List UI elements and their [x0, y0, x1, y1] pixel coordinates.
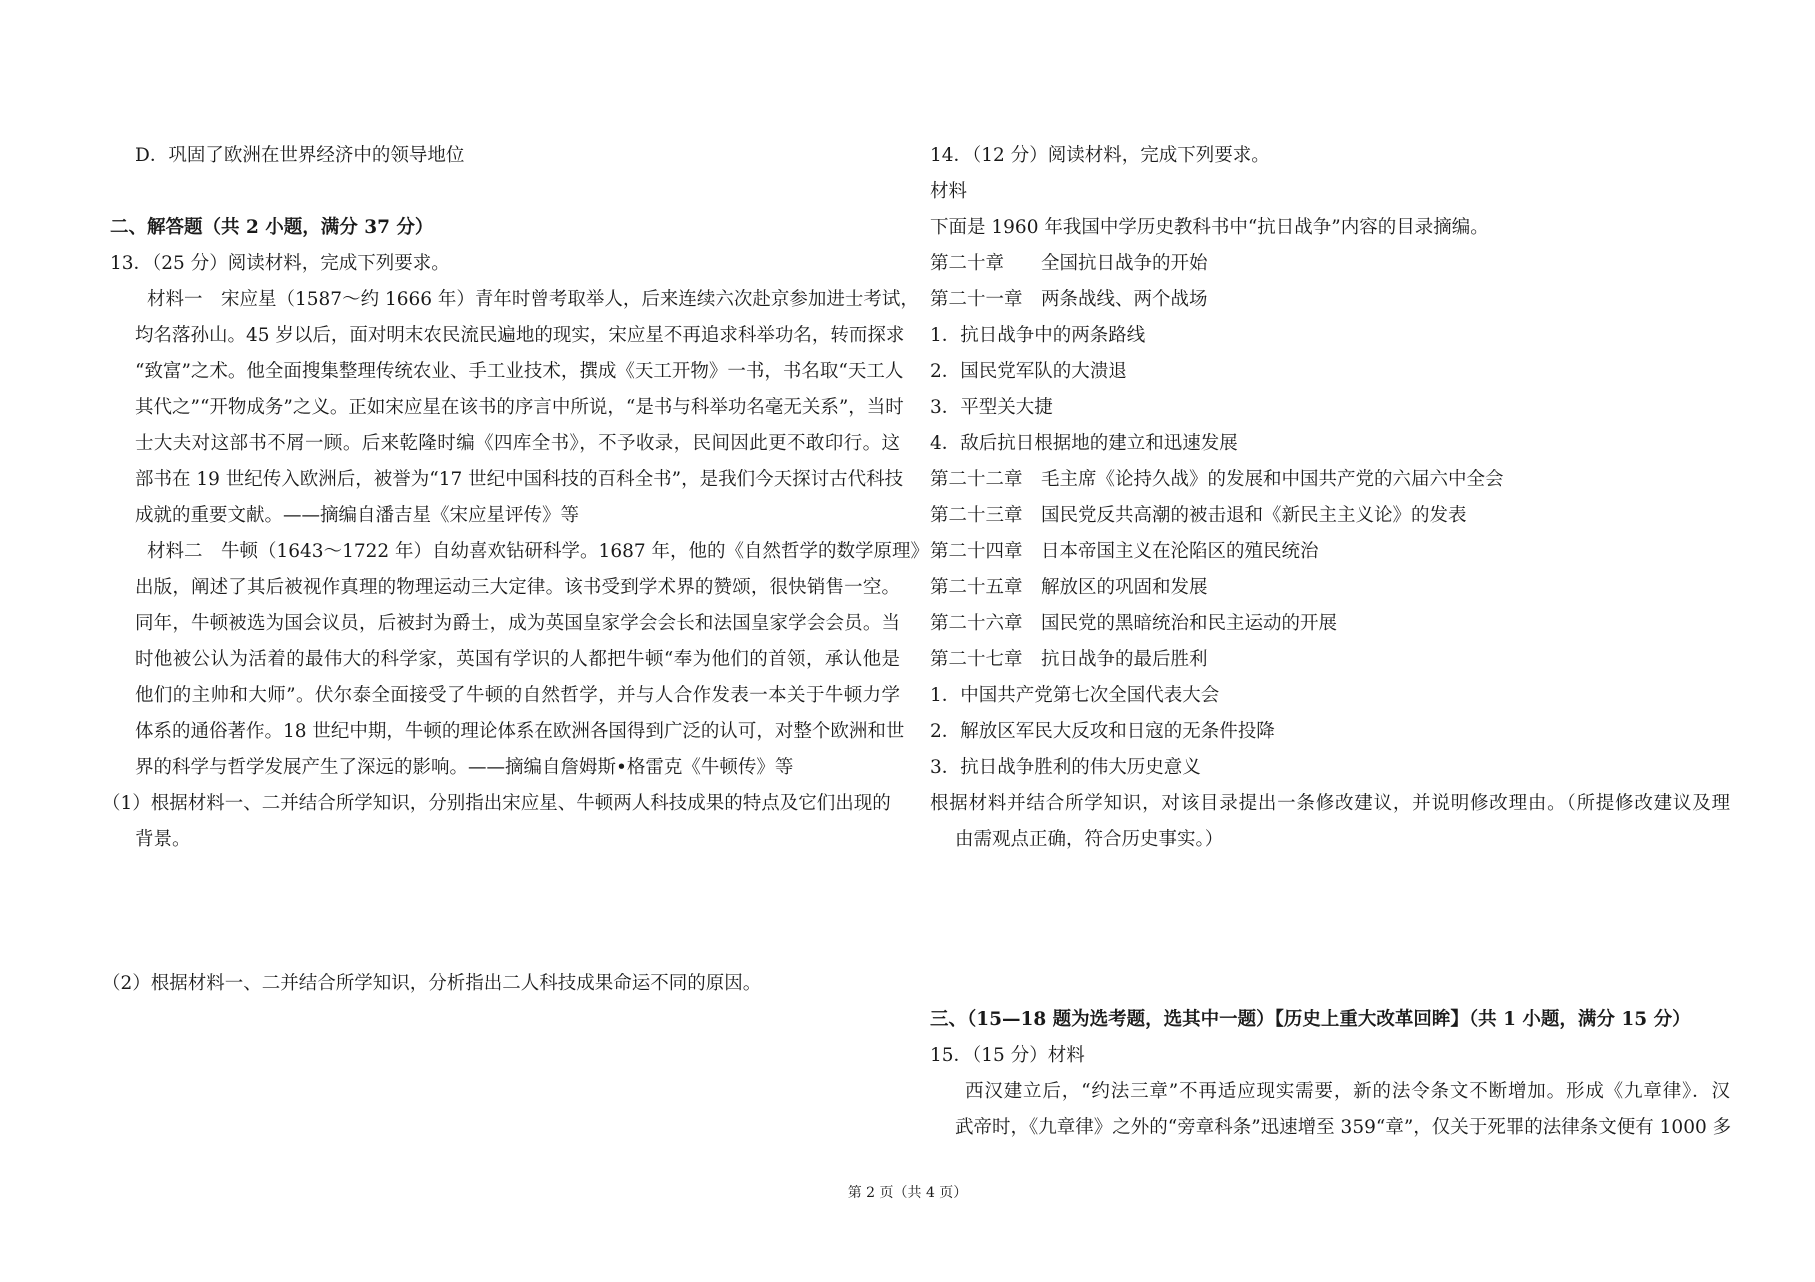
- toc-item: 第二十四章 日本帝国主义在沦陷区的殖民统治: [930, 541, 1319, 562]
- material1-line: “致富”之术。他全面搜集整理传统农业、手工业技术，撰成《天工开物》一书，书名取“天工人: [135, 361, 904, 382]
- toc-item: 2．解放区军民大反攻和日寇的无条件投降: [930, 721, 1275, 742]
- material2-block: [110, 534, 930, 786]
- q15-line: 武帝时，《九章律》之外的“旁章科条”迅速增至 359“章”，仅关于死罪的法律条文便有 1000 多: [955, 1117, 1732, 1138]
- material2-line: 界的科学与哲学发展产生了深远的影响。——摘编自詹姆斯•格雷克《牛顿传》等: [135, 757, 794, 778]
- option-d: D．巩固了欧洲在世界经济中的领导地位: [135, 145, 465, 166]
- toc-item: 第二十二章 毛主席《论持久战》的发展和中国共产党的六届六中全会: [930, 469, 1504, 490]
- q14-task-cont: 由需观点正确，符合历史事实。）: [955, 829, 1224, 850]
- material2-line: 体系的通俗著作。18 世纪中期，牛顿的理论体系在欧洲各国得到广泛的认可，对整个欧洲和世: [135, 721, 905, 742]
- q14-task: 根据材料并结合所学知识，对该目录提出一条修改建议，并说明修改理由。（所提修改建议及理: [930, 793, 1730, 814]
- material-label: 材料: [930, 181, 968, 202]
- toc-item: 第二十五章 解放区的巩固和发展: [930, 577, 1208, 598]
- toc-item: 3．平型关大捷: [930, 397, 1053, 418]
- material1-line: 成就的重要文献。——摘编自潘吉星《宋应星评传》等: [135, 505, 580, 526]
- material2-line: 材料二 牛顿（1643～1722 年）自幼喜欢钻研科学。1687 年，他的《自然哲学的数学原理》: [147, 541, 930, 562]
- toc-item: 第二十七章 抗日战争的最后胜利: [930, 649, 1208, 670]
- sub-question-1: （1）根据材料一、二并结合所学知识，分别指出宋应星、牛顿两人科技成果的特点及它们出现的: [102, 793, 891, 814]
- material1-line: 均名落孙山。45 岁以后，面对明末农民流民遍地的现实，宋应星不再追求科举功名，转而探求: [135, 325, 905, 346]
- section3-title: 三、（15—18 题为选考题，选其中一题）【历史上重大改革回眸】（共 1 小题，满分 15 分）: [930, 1009, 1691, 1030]
- q15-line: 西汉建立后，“约法三章”不再适应现实需要，新的法令条文不断增加。形成《九章律》．汉: [965, 1081, 1730, 1102]
- q14-intro: 下面是 1960 年我国中学历史教科书中“抗日战争”内容的目录摘编。: [930, 217, 1489, 238]
- sub-question-2: （2）根据材料一、二并结合所学知识，分析指出二人科技成果命运不同的原因。: [102, 973, 762, 994]
- material1-block: [110, 282, 919, 534]
- toc-item: 4．敌后抗日根据地的建立和迅速发展: [930, 433, 1238, 454]
- toc-list: [930, 246, 1730, 786]
- toc-item: 2．国民党军队的大溃退: [930, 361, 1127, 382]
- q14-header: 14．（12 分）阅读材料，完成下列要求。: [930, 145, 1270, 166]
- material1-line: 材料一 宋应星（1587～约 1666 年）青年时曾考取举人，后来连续六次赴京参加进士考试，: [147, 289, 919, 310]
- q15-header: 15．（15 分）材料: [930, 1045, 1085, 1066]
- material2-line: 出版，阐述了其后被视作真理的物理运动三大定律。该书受到学术界的赞颂，很快销售一空。: [135, 577, 900, 598]
- toc-item: 3．抗日战争胜利的伟大历史意义: [930, 757, 1201, 778]
- toc-item: 第二十章 全国抗日战争的开始: [930, 253, 1208, 274]
- material1-line: 部书在 19 世纪传入欧洲后，被誉为“17 世纪中国科技的百科全书”，是我们今天探讨古代科技: [135, 469, 904, 490]
- sub-question-1-cont: 背景。: [135, 829, 191, 850]
- material2-line: 同年，牛顿被选为国会议员，后被封为爵士，成为英国皇家学会会长和法国皇家学会会员。当: [135, 613, 900, 634]
- toc-item: 第二十六章 国民党的黑暗统治和民主运动的开展: [930, 613, 1338, 634]
- q13-header: 13．（25 分）阅读材料，完成下列要求。: [110, 253, 450, 274]
- section2-title: 二、解答题（共 2 小题，满分 37 分）: [110, 217, 434, 238]
- material1-line: 士大夫对这部书不屑一顾。后来乾隆时编《四库全书》，不予收录，民间因此更不敢印行。这: [135, 433, 900, 454]
- material2-line: 时他被公认为活着的最伟大的科学家，英国有学识的人都把牛顿“奉为他们的首领，承认他是: [135, 649, 900, 670]
- material1-line: 其代之”“开物成务”之义。正如宋应星在该书的序言中所说，“是书与科举功名毫无关系”，当时: [135, 397, 904, 418]
- left-column: [102, 138, 930, 1002]
- toc-item: 1．抗日战争中的两条路线: [930, 325, 1146, 346]
- page-footer: 第 2 页（共 4 页）: [847, 1185, 968, 1201]
- right-column: [930, 138, 1730, 1146]
- material2-line: 他们的主帅和大师”。伏尔泰全面接受了牛顿的自然哲学，并与人合作发表一本关于牛顿力学: [135, 685, 900, 706]
- toc-item: 第二十一章 两条战线、两个战场: [930, 289, 1208, 310]
- toc-item: 第二十三章 国民党反共高潮的被击退和《新民主主义论》的发表: [930, 505, 1467, 526]
- toc-item: 1．中国共产党第七次全国代表大会: [930, 685, 1220, 706]
